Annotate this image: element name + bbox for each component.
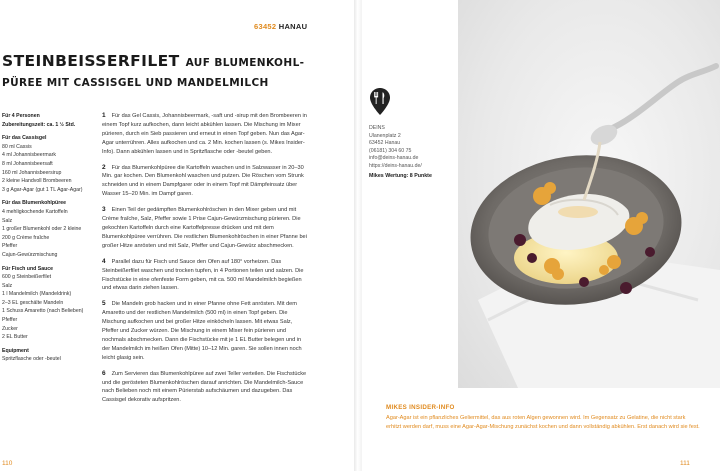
rating: Mikes Wertung: 8 Punkte: [369, 173, 432, 179]
dish-photo: [458, 0, 720, 388]
fork-knife-pin-icon: [370, 88, 390, 115]
title-main: STEINBEISSERFILET: [2, 52, 180, 70]
location-header: [254, 22, 307, 31]
step-number: 1: [102, 112, 106, 119]
ingredient-item: 1 Schuss Amaretto (nach Belieben): [2, 308, 84, 315]
ingredient-item: 2 kleine Handvoll Brombeeren: [2, 178, 72, 185]
page-number-right: 111: [680, 460, 690, 467]
ingredient-section-heading: Für Fisch und Sauce: [2, 265, 54, 272]
instruction-step: [102, 206, 309, 251]
ingredient-item: 2 EL Butter: [2, 334, 28, 341]
ingredient-item: Zucker: [2, 325, 18, 332]
recipe-title: [2, 52, 352, 92]
instruction-step: [102, 112, 309, 157]
step-number: 2: [102, 163, 106, 171]
title-sub-line2: PÜREE MIT CASSISGEL UND MANDELMILCH: [2, 77, 269, 89]
instruction-step: [102, 370, 309, 406]
step-text: Parallel dazu für Fisch und Sauce den Ofen auf 180° vorheizen. Das Steinbeißerfilet waschen und trocken tupfen, in 4 Portionen teilen und salzen. Die Fischstücke in eine ofenfeste Form geben, mit ca. 500 ml Mandelmilch begießen und etwas darin ziehen lassen.: [102, 258, 304, 292]
ingredient-item: 4 ml Johannisbeermark: [2, 152, 56, 159]
restaurant-email[interactable]: info@deins-hanau.de: [369, 155, 419, 162]
ingredient-item: Salz: [2, 282, 13, 289]
ingredient-item: Salz: [2, 217, 13, 224]
step-text: Einen Teil der gedämpften Blumenkohlröschen in den Mixer geben und mit Crème fraîche, Salz, Pfeffer sowie 1 Prise Cajun-Gewürzmischung pürieren. Die gekochten Kartoffeln durch eine Kartoffelpresse drücken und mit dem Blumenkohlpüree verrühren. Die restlichen Blumenkohlröschen in einer Pfanne bei großer Hitze anrösten und mit Salz, Pfeffer und Cajun-Gewürz abschmecken.: [102, 207, 307, 249]
title-sub-line1: AUF BLUMENKOHL-: [185, 57, 305, 69]
insider-info-text: Agar-Agar ist ein pflanzliches Geliermittel, das aus roten Algen gewonnen wird. Im Gegensatz zu Gelatine, die nicht stark erhitzt werden darf, muss eine Agar-Agar-Mischung zunächst kochen und dann vollständig abkühlen. Erst danach wird sie fest.: [386, 415, 700, 430]
step-text: Für das Blumenkohlpüree die Kartoffeln waschen und in Salzwasser in 20–30 Min. gar kochen. Den Blumenkohl waschen und putzen. Die Röschen vom Strunk schneiden und in einem Dampfgarer oder in einem Topf mit Dämpfeinsatz über Wasser 15–20 Min. im Dampf garen.: [102, 164, 304, 198]
ingredient-item: 1 großer Blumenkohl oder 2 kleine: [2, 226, 82, 233]
ingredient-item: Cajun-Gewürzmischung: [2, 251, 58, 258]
step-number: 3: [102, 206, 106, 214]
ingredient-section-heading: Equipment: [2, 347, 29, 354]
ingredient-item: Pfeffer: [2, 243, 18, 250]
servings: Für 4 Personen: [2, 113, 40, 119]
step-text: Für das Gel Cassis, Johannisbeermark, -saft und -sirup mit den Brombeeren in einem Topf kurz aufkochen, dann leicht abkühlen lassen. Die Mischung im Mixer pürieren, durch ein Sieb passieren und erneut in einen Topf geben. Nun das Agar-Agar unterrühren. Alles aufkochen und ca. 2 Min. kochen lassen (s. Mikes Insider-Info). Dann abkühlen lassen und in Spritzflasche oder -beutel geben.: [102, 113, 307, 155]
step-number: 4: [102, 257, 106, 265]
restaurant-url[interactable]: https://deins-hanau.de/: [369, 162, 422, 169]
instruction-step: [102, 300, 309, 362]
insider-info-title: MIKES INSIDER-INFO: [386, 404, 455, 411]
ingredient-section-heading: Für das Cassisgel: [2, 135, 47, 142]
restaurant-phone: (06181) 304 60 75: [369, 147, 412, 154]
ingredient-item: Spritzflasche oder -beutel: [2, 356, 61, 363]
city-name: HANAU: [278, 22, 308, 31]
step-text: Die Mandeln grob hacken und in einer Pfanne ohne Fett anrösten. Mit dem Amaretto und der restlichen Mandelmilch (500 ml) in einen Topf geben. Die Mischung aufkochen und bei großer Hitze einköcheln lassen. Mit etwas Salz, Pfeffer und Zucker würzen. Die Mischung in einem Mixer fein pürieren und nochmals abschmecken. Dann die Fischstücke mit je 1 EL Butter belegen und in der Mandelmilch im heißen Ofen (Mitte) 10–12 Min. garen. Sie sollen innen noch leicht glasig sein.: [102, 301, 302, 361]
postal-code: 63452: [254, 22, 277, 31]
ingredient-item: 2–3 EL geschälte Mandeln: [2, 299, 64, 306]
restaurant-info: [369, 125, 422, 171]
ingredient-item: 200 g Crème fraîche: [2, 234, 50, 241]
restaurant-name: DEINS: [369, 125, 385, 131]
ingredient-item: Pfeffer: [2, 317, 18, 324]
book-gutter: [354, 0, 362, 471]
ingredient-item: 4 mehligkochende Kartoffeln: [2, 208, 68, 215]
plated-fish-image: [458, 0, 720, 388]
instruction-step: [102, 164, 309, 200]
ingredient-item: 8 ml Johannisbeersaft: [2, 160, 53, 167]
step-number: 6: [102, 369, 106, 377]
step-number: 5: [102, 300, 106, 308]
ingredient-item: 1 l Mandelmilch (Mandeldrink): [2, 291, 72, 298]
ingredient-section-heading: Für das Blumenkohlpüree: [2, 200, 66, 207]
prep-time: Zubereitungszeit: ca. 1 ½ Std.: [2, 121, 76, 128]
instruction-step: [102, 258, 309, 294]
ingredient-item: 600 g Steinbeißerfilet: [2, 274, 52, 281]
instructions-column: [102, 112, 309, 412]
ingredient-item: 3 g Agar-Agar (gut 1 TL Agar-Agar): [2, 186, 83, 193]
restaurant-city: 63452 Hanau: [369, 140, 401, 147]
page-number-left: 110: [2, 460, 13, 467]
ingredients-column: [2, 112, 94, 364]
ingredient-item: 160 ml Johannisbeersirup: [2, 169, 62, 176]
ingredient-item: 80 ml Cassis: [2, 143, 32, 150]
step-text: Zum Servieren das Blumenkohlpüree auf zwei Teller verteilen. Die Fischstücke und die gerösteten Blumenkohlröschen darauf anrichten. Die Mandelmilch-Sauce nach Belieben noch mit einem Pürierstab aufschäumen und dazugeben. Das Cassisgel dekorativ aufspritzen.: [102, 370, 307, 404]
restaurant-street: Ulanenplatz 2: [369, 132, 401, 139]
